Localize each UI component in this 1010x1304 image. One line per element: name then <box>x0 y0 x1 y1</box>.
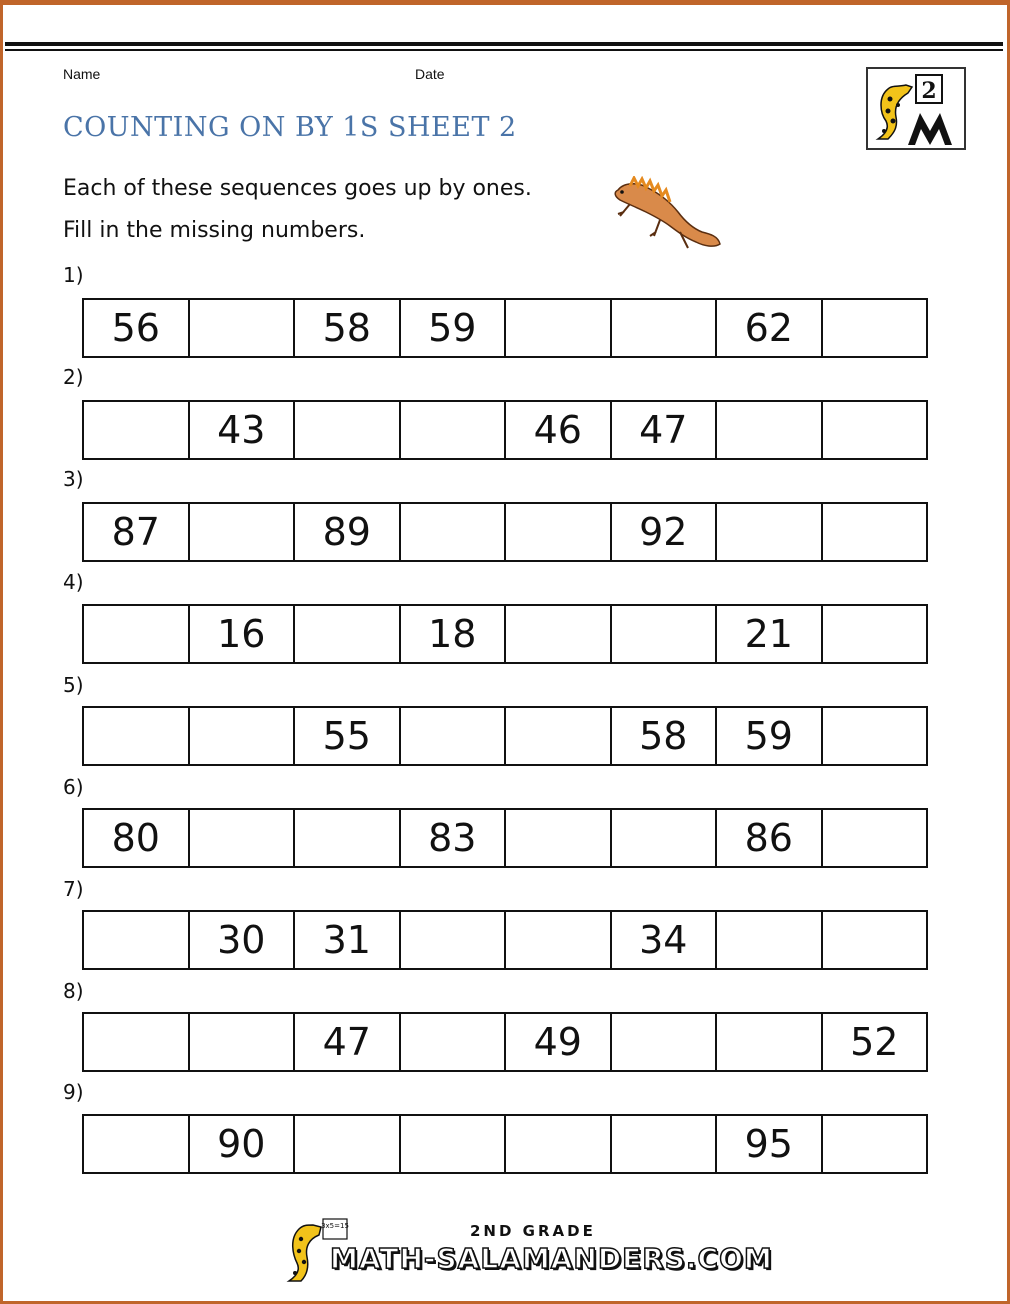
sequence-row <box>82 1114 928 1174</box>
question-number: 4) <box>63 570 84 594</box>
grade-logo <box>866 67 966 150</box>
blank-answer-cell[interactable] <box>506 708 612 764</box>
given-number-cell: 31 <box>295 912 401 968</box>
given-number-cell: 47 <box>295 1014 401 1070</box>
given-number-cell: 49 <box>506 1014 612 1070</box>
sequence-row <box>82 808 928 868</box>
blank-answer-cell[interactable] <box>506 810 612 866</box>
blank-answer-cell[interactable] <box>717 1014 823 1070</box>
given-number-cell: 92 <box>612 504 718 560</box>
question-number: 1) <box>63 263 84 287</box>
blank-answer-cell[interactable] <box>506 300 612 356</box>
given-number-cell: 18 <box>401 606 507 662</box>
blank-answer-cell[interactable] <box>506 912 612 968</box>
given-number-cell: 83 <box>401 810 507 866</box>
given-number-cell: 95 <box>717 1116 823 1172</box>
sequence-row <box>82 706 928 766</box>
given-number-cell: 59 <box>717 708 823 764</box>
given-number-cell: 30 <box>190 912 296 968</box>
frame-top-line <box>3 3 1007 5</box>
given-number-cell: 47 <box>612 402 718 458</box>
blank-answer-cell[interactable] <box>823 708 927 764</box>
sequence-row <box>82 1012 928 1072</box>
blank-answer-cell[interactable] <box>190 504 296 560</box>
blank-answer-cell[interactable] <box>401 1116 507 1172</box>
footer-site-text: MATH-SALAMANDERS.COM <box>330 1242 773 1275</box>
instruction-line-1: Each of these sequences goes up by ones. <box>63 176 532 201</box>
grade-badge-number: 2 <box>921 78 937 104</box>
blank-answer-cell[interactable] <box>295 1116 401 1172</box>
blank-answer-cell[interactable] <box>612 1014 718 1070</box>
given-number-cell: 46 <box>506 402 612 458</box>
footer-grade-text: 2ND GRADE <box>470 1222 596 1240</box>
given-number-cell: 62 <box>717 300 823 356</box>
blank-answer-cell[interactable] <box>190 810 296 866</box>
blank-answer-cell[interactable] <box>84 912 190 968</box>
blank-answer-cell[interactable] <box>823 606 927 662</box>
date-label: Date <box>415 66 445 82</box>
blank-answer-cell[interactable] <box>717 402 823 458</box>
blank-answer-cell[interactable] <box>401 1014 507 1070</box>
question-number: 7) <box>63 877 84 901</box>
blank-answer-cell[interactable] <box>612 1116 718 1172</box>
question-number: 6) <box>63 775 84 799</box>
blank-answer-cell[interactable] <box>84 1014 190 1070</box>
given-number-cell: 59 <box>401 300 507 356</box>
sequence-row <box>82 910 928 970</box>
question-number: 9) <box>63 1080 84 1104</box>
blank-answer-cell[interactable] <box>295 810 401 866</box>
given-number-cell: 87 <box>84 504 190 560</box>
blank-answer-cell[interactable] <box>823 810 927 866</box>
header-rule-thin <box>5 49 1003 51</box>
blank-answer-cell[interactable] <box>84 1116 190 1172</box>
sequence-row <box>82 502 928 562</box>
blank-answer-cell[interactable] <box>190 1014 296 1070</box>
given-number-cell: 55 <box>295 708 401 764</box>
given-number-cell: 58 <box>295 300 401 356</box>
footer-logo-sign: 3x5=15 <box>321 1222 349 1230</box>
blank-answer-cell[interactable] <box>823 912 927 968</box>
given-number-cell: 80 <box>84 810 190 866</box>
question-number: 3) <box>63 467 84 491</box>
given-number-cell: 56 <box>84 300 190 356</box>
given-number-cell: 58 <box>612 708 718 764</box>
blank-answer-cell[interactable] <box>401 402 507 458</box>
given-number-cell: 52 <box>850 1020 899 1064</box>
blank-answer-cell[interactable] <box>84 402 190 458</box>
question-number: 2) <box>63 365 84 389</box>
given-number-cell: 43 <box>190 402 296 458</box>
blank-answer-cell[interactable] <box>612 300 718 356</box>
blank-answer-cell[interactable] <box>612 810 718 866</box>
sequence-row <box>82 604 928 664</box>
given-number-cell: 21 <box>717 606 823 662</box>
blank-answer-cell[interactable] <box>506 504 612 560</box>
question-number: 8) <box>63 979 84 1003</box>
blank-answer-cell[interactable] <box>84 606 190 662</box>
given-number-cell: 34 <box>612 912 718 968</box>
sequence-row <box>82 298 928 358</box>
blank-answer-cell[interactable] <box>506 1116 612 1172</box>
blank-answer-cell[interactable] <box>823 300 927 356</box>
blank-answer-cell[interactable] <box>823 504 927 560</box>
blank-answer-cell[interactable] <box>612 606 718 662</box>
blank-answer-cell[interactable] <box>717 504 823 560</box>
blank-answer-cell[interactable] <box>401 708 507 764</box>
page-title: COUNTING ON BY 1S SHEET 2 <box>63 112 517 143</box>
blank-answer-cell[interactable] <box>506 606 612 662</box>
instruction-line-2: Fill in the missing numbers. <box>63 218 366 243</box>
given-number-cell: 16 <box>190 606 296 662</box>
salamander-teacher-icon <box>868 69 964 148</box>
question-number: 5) <box>63 673 84 697</box>
blank-answer-cell[interactable] <box>401 504 507 560</box>
name-label: Name <box>63 66 101 82</box>
given-number-cell: 90 <box>190 1116 296 1172</box>
blank-answer-cell[interactable] <box>295 402 401 458</box>
blank-answer-cell[interactable] <box>823 1116 927 1172</box>
blank-answer-cell[interactable] <box>295 606 401 662</box>
blank-answer-cell[interactable] <box>823 402 927 458</box>
blank-answer-cell[interactable] <box>401 912 507 968</box>
blank-answer-cell[interactable] <box>84 708 190 764</box>
blank-answer-cell[interactable] <box>190 708 296 764</box>
blank-answer-cell[interactable] <box>190 300 296 356</box>
header-rule-thick <box>5 42 1003 46</box>
blank-answer-cell[interactable] <box>717 912 823 968</box>
sequence-row <box>82 400 928 460</box>
given-number-cell: 89 <box>295 504 401 560</box>
salamander-illustration <box>610 176 725 256</box>
given-number-cell: 86 <box>717 810 823 866</box>
